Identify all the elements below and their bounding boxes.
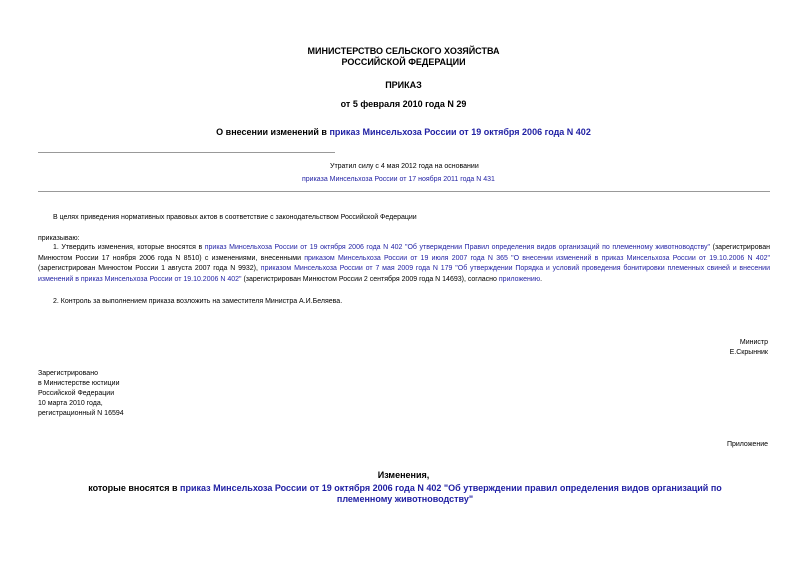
- registration-line-3: Российской Федерации: [38, 390, 115, 397]
- p1-link-order-402[interactable]: приказ Минсельхоза России от 19 октября 2006 года N 402 "Об утверждении Правил определения видов организаций по племенному животноводству": [204, 244, 711, 251]
- signature-position: Министр: [739, 339, 768, 346]
- signature-name: Е.Скрынник: [729, 349, 768, 356]
- doc-title: [0, 127, 807, 137]
- status-link[interactable]: приказа Минсельхоза России от 17 ноября 2011 года N 431: [302, 176, 495, 183]
- p1-text-a: 1. Утвердить изменения, которые вносятся в: [53, 244, 205, 251]
- paragraph-2: 2. Контроль за выполнением приказа возложить на заместителя Министра А.И.Беляева.: [53, 298, 343, 305]
- divider-long: [38, 191, 770, 192]
- registration-line-4: 10 марта 2010 года,: [38, 400, 103, 407]
- ministry-line-1: МИНИСТЕРСТВО СЕЛЬСКОГО ХОЗЯЙСТВА: [307, 46, 500, 56]
- p1-link-appendix[interactable]: приложению: [498, 275, 541, 283]
- doc-type: ПРИКАЗ: [385, 80, 422, 90]
- p1-text-e: .: [540, 275, 543, 283]
- p1-text-c: (зарегистрирован Минюстом России 1 августа 2007 года N 9932),: [38, 265, 261, 272]
- doc-date-number: от 5 февраля 2010 года N 29: [340, 99, 467, 109]
- paragraph-1: [38, 243, 770, 285]
- doc-title-prefix: О внесении изменений в: [216, 127, 330, 137]
- appendix-label: Приложение: [726, 441, 768, 448]
- registration-line-1: Зарегистрировано: [38, 370, 98, 377]
- p1-text-b: (зарегистрирован Минюстом России 17 ноября 2006 года N 8510) с изменениями, внесенными: [38, 244, 770, 262]
- p1-link-order-179[interactable]: приказом Минсельхоза России от 7 мая 2009 года N 179 "Об утверждении Порядка и условий проведения бонитировки племенных свиней и внесении изменений в приказ Минсельхоза России от 19.10.2006 N 402": [38, 265, 770, 283]
- order-word: приказываю:: [38, 235, 80, 242]
- appendix-subtitle-prefix: которые вносятся в: [88, 483, 181, 493]
- doc-title-link[interactable]: приказ Минсельхоза России от 19 октября 2006 года N 402: [329, 127, 591, 137]
- appendix-subtitle-link[interactable]: приказ Минсельхоза России от 19 октября 2006 года N 402 "Об утверждении правил определения видов организаций по племенному животноводству": [180, 483, 722, 504]
- status-line-1: Утратил силу с 4 мая 2012 года на основании: [330, 163, 479, 170]
- p1-link-order-365[interactable]: приказом Минсельхоза России от 19 июля 2007 года N 365 "О внесении изменений в приказ Минсельхоза России от 19.10.2006 N 402": [304, 254, 770, 262]
- ministry-line-2: РОССИЙСКОЙ ФЕДЕРАЦИИ: [341, 57, 466, 67]
- registration-line-5: регистрационный N 16594: [38, 410, 124, 417]
- registration-block: [38, 369, 124, 419]
- registration-line-2: в Министерстве юстиции: [38, 380, 120, 387]
- ministry-name: [0, 46, 807, 68]
- divider-short: [38, 152, 335, 153]
- appendix-title: Изменения,: [377, 470, 430, 480]
- preamble: В целях приведения нормативных правовых актов в соответствие с законодательством Российской Федерации: [53, 214, 417, 221]
- p1-text-d: (зарегистрирован Минюстом России 2 сентября 2009 года N 14693), согласно: [241, 275, 499, 283]
- appendix-subtitle: [60, 483, 750, 505]
